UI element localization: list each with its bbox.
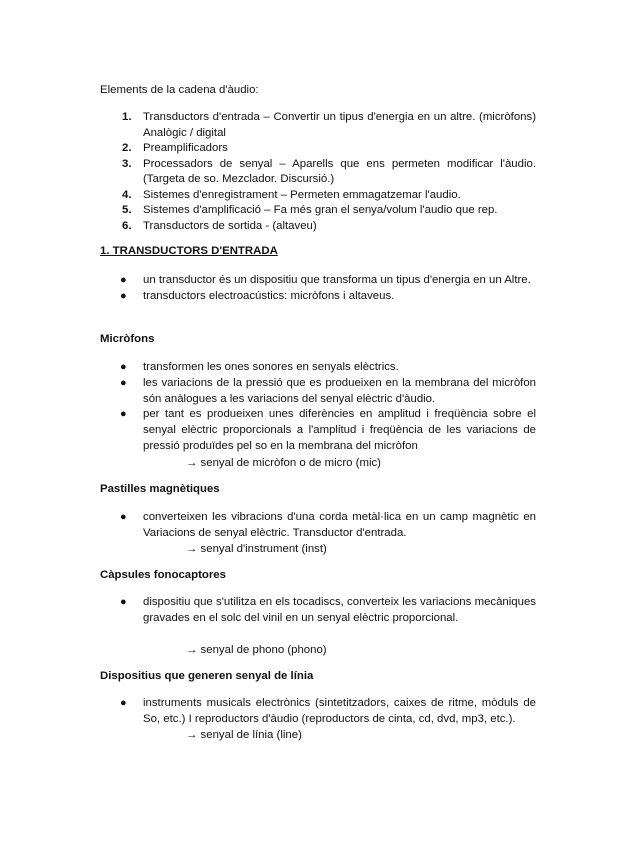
list-item [100, 696, 536, 728]
list-item [100, 289, 536, 305]
list-number: 1. [122, 111, 132, 123]
list-item [100, 188, 536, 204]
linia-heading: Dispositius que generen senyal de línia [100, 670, 314, 682]
microfons-bullets [100, 360, 536, 455]
list-item [100, 157, 536, 188]
list-item [100, 407, 536, 454]
list-item [100, 203, 536, 219]
bullet-text: transductors electroacústics: micròfons i altaveus. [143, 289, 395, 302]
list-number: 3. [122, 157, 132, 170]
list-item-text: Sistemes d'enregistrament – Permeten emmagatzemar l'audio. [143, 188, 461, 201]
list-item-text: Transductors de sortida - (altaveu) [143, 219, 317, 232]
pastilles-bullets [100, 510, 536, 542]
list-item [100, 273, 536, 289]
bullet-text: les variacions de la pressió que es produeixen en la membrana del micròfon són anàlogues a les variacions del senyal elèctric d'àudio. [143, 376, 536, 405]
bullet-text: un transductor és un dispositiu que transforma un tipus d'energia en un Altre. [143, 274, 531, 286]
list-item [100, 510, 536, 542]
capsules-bullets [100, 595, 536, 627]
microfons-signal: → senyal de micròfon o de micro (mic) [186, 457, 381, 469]
bullet-icon: ● [120, 511, 127, 523]
bullet-text: transformen les ones sonores en senyals elèctrics. [143, 361, 399, 373]
pastilles-signal: → senyal d'instrument (inst) [186, 543, 327, 555]
section-bullets [100, 273, 536, 305]
list-item-text: Processadors de senyal – Aparells que ens permeten modificar l'àudio. (Targeta de so. Mezclador. Discursió.) [143, 157, 536, 185]
list-item [100, 595, 536, 627]
bullet-icon: ● [120, 376, 127, 389]
list-number: 4. [122, 188, 132, 201]
capsules-heading: Càpsules fonocaptores [100, 569, 226, 581]
list-item [100, 141, 536, 157]
list-item-text: Preamplificadors [143, 142, 228, 154]
linia-signal: → senyal de línia (line) [186, 729, 302, 741]
bullet-icon: ● [120, 274, 127, 286]
bullet-text: per tant es produeixen unes diferències en amplitud i freqüència sobre el senyal elèctric proporcionals a l'amplitud i freqüència de les variacions de pressió produïdes pel so en la membrana del micròfon [143, 408, 536, 452]
bullet-text: instruments musicals electrònics (sintetitzadors, caixes de ritme, mòduls de So, etc.) I reproductors d'àudio (reproductors de cinta, cd, dvd, mp3, etc.). [143, 697, 536, 725]
list-number: 5. [122, 204, 132, 216]
bullet-icon: ● [120, 408, 127, 421]
pastilles-heading: Pastilles magnètiques [100, 483, 220, 495]
list-item-text: Sistemes d'amplificació – Fa més gran el senya/volum l'audio que rep. [143, 204, 498, 216]
linia-bullets [100, 696, 536, 728]
bullet-icon: ● [120, 596, 127, 608]
list-number: 6. [122, 219, 132, 232]
audio-chain-list [100, 110, 536, 234]
section-title: 1. TRANSDUCTORS D'ENTRADA [100, 245, 278, 257]
bullet-icon: ● [120, 361, 127, 373]
list-item-text: Transductors d'entrada – Convertir un tipus d'energia en un altre. (micròfons) Analògic / digital [143, 111, 536, 139]
microfons-heading: Micròfons [100, 333, 155, 345]
capsules-signal: → senyal de phono (phono) [186, 644, 327, 656]
bullet-icon: ● [120, 697, 127, 709]
list-item [100, 376, 536, 408]
list-item [100, 110, 536, 141]
bullet-text: converteixen les vibracions d'una corda metàl·lica en un camp magnètic en Variacions de senyal elèctric. Transductor d'entrada. [143, 511, 536, 539]
list-item [100, 219, 536, 235]
list-item [100, 360, 536, 376]
intro-text: Elements de la cadena d'àudio: [100, 84, 259, 96]
bullet-icon: ● [120, 289, 127, 302]
list-number: 2. [122, 142, 132, 154]
bullet-text: dispositiu que s'utilitza en els tocadiscs, converteix les variacions mecàniques gravades en el solc del vinil en un senyal elèctric proporcional. [143, 596, 536, 624]
